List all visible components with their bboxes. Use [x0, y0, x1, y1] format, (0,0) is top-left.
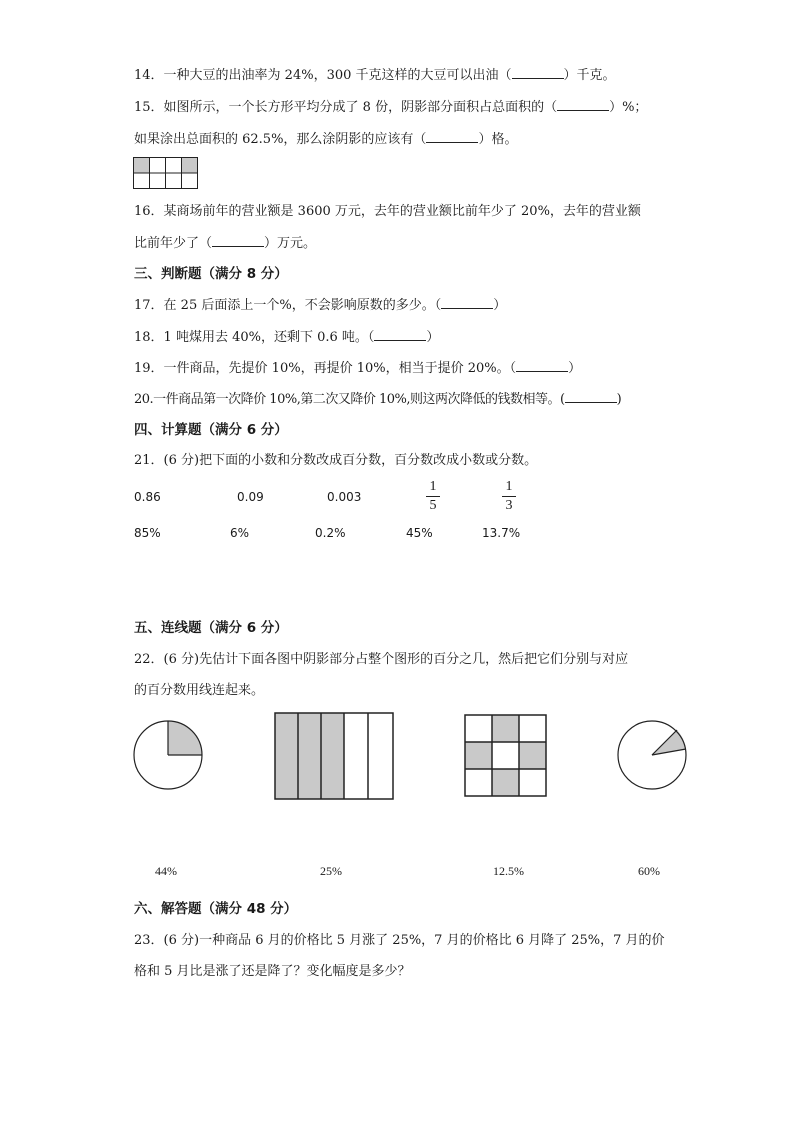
shaded-column [298, 713, 321, 799]
conversion-item: 45% [406, 526, 433, 540]
section-4-title: 四、计算题（满分 6 分） [134, 422, 288, 438]
rectangle-8-grid-figure [133, 157, 199, 189]
answer-blank[interactable] [374, 328, 426, 341]
section-5-title: 五、连线题（满分 6 分） [134, 620, 288, 636]
fraction-one-fifth: 1 5 [426, 480, 440, 513]
question-14: 14．一种大豆的出油率为 24%，300 千克这样的大豆可以出油（ ）千克。 [134, 68, 616, 83]
shaded-sector [652, 730, 686, 755]
section-3-title: 三、判断题（满分 8 分） [134, 266, 288, 282]
question-23-line2: 格和 5 月比是涨了还是降了？变化幅度是多少？ [134, 964, 411, 979]
shaded-cell [134, 158, 150, 174]
question-20: 20.一件商品第一次降价 10%,第二次又降价 10%,则这两次降低的钱数相等。( ) [134, 392, 622, 407]
conversion-item: 0.003 [327, 490, 362, 504]
question-18: 18．1 吨煤用去 40%，还剩下 0.6 吨。（ ） [134, 330, 440, 345]
answer-blank[interactable] [565, 390, 617, 403]
rectangle-columns-figure [274, 712, 394, 800]
answer-blank[interactable] [516, 359, 568, 372]
conversion-item: 0.09 [237, 490, 264, 504]
shaded-column [275, 713, 298, 799]
question-19: 19．一件商品，先提价 10%，再提价 10%，相当于提价 20%。（ ） [134, 361, 582, 376]
answer-blank[interactable] [512, 66, 564, 79]
conversion-item: 85% [134, 526, 161, 540]
shaded-cell [465, 742, 492, 769]
question-22-line2: 的百分数用线连起来。 [134, 683, 265, 698]
shaded-cell [182, 158, 198, 174]
circle-sector-figure [617, 719, 689, 791]
percent-option[interactable]: 25% [320, 864, 342, 878]
fraction-one-third: 1 3 [502, 480, 516, 513]
answer-blank[interactable] [426, 130, 478, 143]
answer-blank[interactable] [441, 296, 493, 309]
answer-blank[interactable] [212, 234, 264, 247]
conversion-item: 13.7% [482, 526, 521, 540]
grid-cross-figure [464, 714, 548, 798]
circle-quarter-figure [133, 720, 205, 792]
conversion-item: 0.2% [315, 526, 346, 540]
conversion-item: 6% [230, 526, 250, 540]
question-16: 16．某商场前年的营业额是 3600 万元，去年的营业额比前年少了 20%，去年的营业额 [134, 204, 641, 219]
section-6-title: 六、解答题（满分 48 分） [134, 901, 298, 917]
question-21: 21．(6 分)把下面的小数和分数改成百分数，百分数改成小数或分数。 [134, 453, 538, 468]
shaded-column [321, 713, 344, 799]
conversion-item: 0.86 [134, 490, 161, 504]
question-23: 23．(6 分)一种商品 6 月的价格比 5 月涨了 25%，7 月的价格比 6 月降了 25%，7 月的价 [134, 933, 665, 948]
percent-option[interactable]: 60% [638, 864, 660, 878]
question-16-line2: 比前年少了（ ）万元。 [134, 236, 317, 251]
shaded-cell [492, 769, 519, 796]
answer-blank[interactable] [557, 98, 609, 111]
shaded-cell [519, 742, 546, 769]
question-15-line2: 如果涂出总面积的 62.5%，那么涂阴影的应该有（ ）格。 [134, 132, 518, 147]
question-15: 15．如图所示，一个长方形平均分成了 8 份，阴影部分面积占总面积的（ ）%； [134, 100, 648, 115]
percent-option[interactable]: 12.5% [493, 864, 524, 878]
shaded-cell [492, 715, 519, 742]
question-22: 22．(6 分)先估计下面各图中阴影部分占整个图形的百分之几，然后把它们分别与对应 [134, 652, 629, 667]
question-17: 17．在 25 后面添上一个%，不会影响原数的多少。（ ） [134, 298, 507, 313]
percent-option[interactable]: 44% [155, 864, 177, 878]
